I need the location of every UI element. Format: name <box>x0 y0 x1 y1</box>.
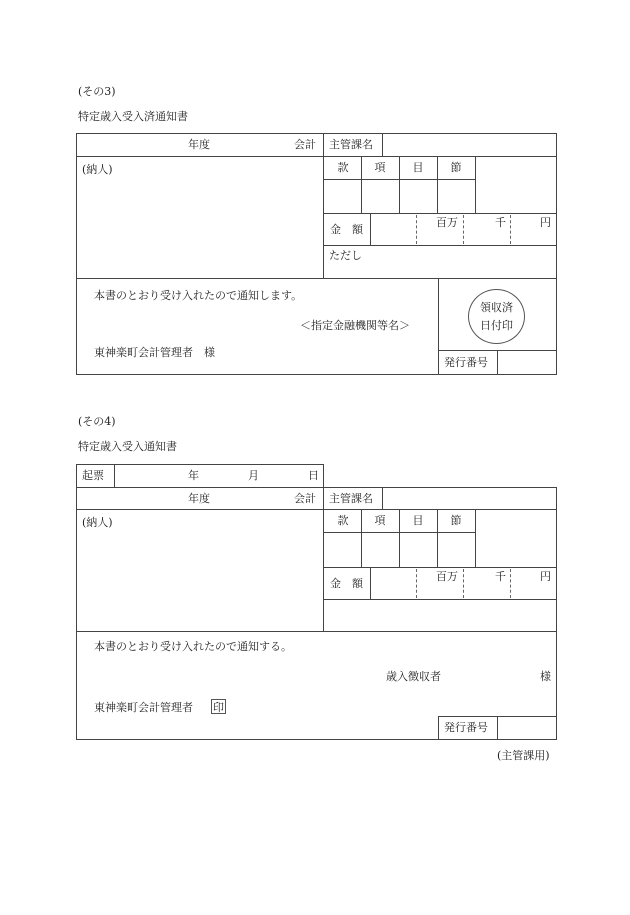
form3-notice-text: 本書のとおり受け入れたので通知します。 <box>94 289 303 302</box>
form4-col-setsu: 節 <box>450 514 462 527</box>
form4-amount-label: 金 額 <box>330 577 363 590</box>
form3-proviso: ただし <box>329 249 362 262</box>
form4-unit-million: 百万 <box>436 570 458 583</box>
form3-col-moku: 目 <box>412 161 424 174</box>
form3-col-kou: 項 <box>374 161 386 174</box>
form3-col-kan: 款 <box>337 161 349 174</box>
form4-title: 特定歳入受入通知書 <box>78 440 177 453</box>
form4-month: 月 <box>248 469 259 482</box>
form4-sender: 東神楽町会計管理者 <box>94 701 193 714</box>
form4-payer: (納人) <box>82 516 113 529</box>
form4-issue-no: 発行番号 <box>444 721 488 734</box>
form4-col-moku: 目 <box>412 514 424 527</box>
form3-amount-label: 金 額 <box>330 223 363 236</box>
form4-account: 会計 <box>294 492 316 505</box>
form3-unit-thousand: 千 <box>495 216 506 229</box>
form4-unit-yen: 円 <box>540 570 551 583</box>
seal-char: 印 <box>213 700 224 714</box>
form3-account: 会計 <box>294 138 316 151</box>
form3-fiscal-year: 年度 <box>188 138 210 151</box>
form4-section-label: (その4) <box>78 415 116 428</box>
form3-section-label: (その3) <box>78 85 116 98</box>
form3-col-setsu: 節 <box>450 161 462 174</box>
form3-dept-label: 主管課名 <box>329 138 373 151</box>
form4-collector-sama: 様 <box>540 670 551 683</box>
form3-payer: (納人) <box>82 163 113 176</box>
form4-notice-text: 本書のとおり受け入れたので通知する。 <box>94 640 292 653</box>
stamp-line-2: 日付印 <box>480 318 513 332</box>
form4-day: 日 <box>308 469 319 482</box>
form4-draft: 起票 <box>82 469 104 482</box>
form4-col-kan: 款 <box>337 514 349 527</box>
form4-collector: 歳入徴収者 <box>386 670 441 683</box>
form3-unit-yen: 円 <box>540 216 551 229</box>
seal-mark <box>211 699 226 714</box>
receipt-date-stamp <box>468 289 525 344</box>
form3-bank-name: ＜指定金融機関等名＞ <box>300 319 410 332</box>
form3-unit-million: 百万 <box>436 216 458 229</box>
form4-fiscal-year: 年度 <box>188 492 210 505</box>
form3-addressee: 東神楽町会計管理者 様 <box>94 346 215 359</box>
form3-issue-no: 発行番号 <box>444 356 488 369</box>
stamp-line-1: 領収済 <box>480 300 513 314</box>
footer-note: (主管課用) <box>497 749 550 762</box>
form3-title: 特定歳入受入済通知書 <box>78 110 188 123</box>
form4-unit-thousand: 千 <box>495 570 506 583</box>
form4-year: 年 <box>188 469 199 482</box>
form4-dept-label: 主管課名 <box>329 492 373 505</box>
form4-col-kou: 項 <box>374 514 386 527</box>
